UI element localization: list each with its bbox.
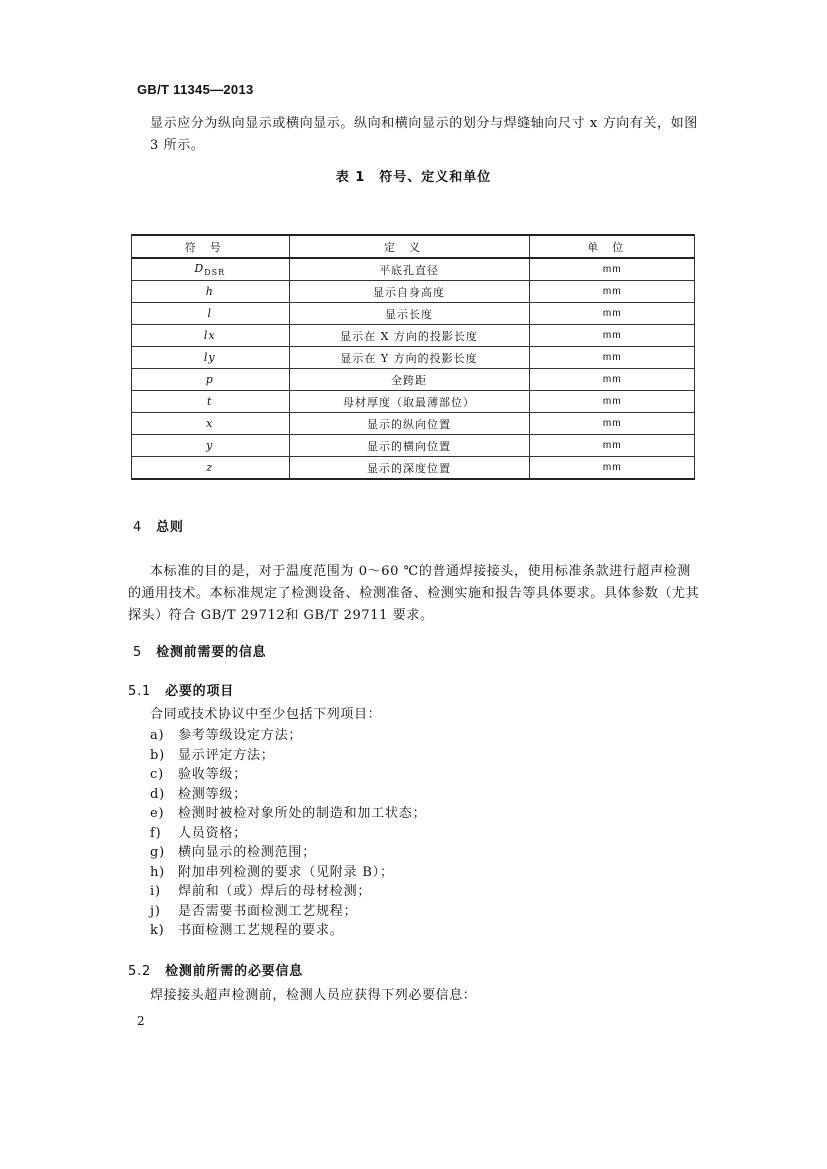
header-unit: 单位 xyxy=(529,235,695,258)
table-row xyxy=(131,347,695,369)
table-header-row xyxy=(131,235,695,258)
list-text: 检测等级； xyxy=(178,786,248,802)
list-text: 横向显示的检测范围； xyxy=(178,845,317,860)
list-marker: g) xyxy=(150,845,165,860)
table-row xyxy=(131,303,695,325)
table-row xyxy=(131,325,695,347)
list-marker: e) xyxy=(150,806,165,821)
definition-cell: 显示的深度位置 xyxy=(289,457,529,480)
list-text: 显示评定方法； xyxy=(178,747,275,763)
list-text: 验收等级； xyxy=(178,767,248,782)
unit-cell: mm xyxy=(529,457,695,480)
list-text: 是否需要书面检测工艺规程； xyxy=(178,903,358,919)
symbol-cell: l xyxy=(131,303,289,325)
definition-cell: 显示自身高度 xyxy=(289,281,529,303)
info-intro-paragraph: 焊接接头超声检测前，检测人员应获得下列必要信息： xyxy=(150,988,477,1003)
document-id: GB/T 11345—2013 xyxy=(137,82,254,97)
definition-cell: 显示长度 xyxy=(289,303,529,325)
unit-cell: mm xyxy=(529,303,695,325)
header-definition: 定义 xyxy=(289,235,529,258)
unit-cell: mm xyxy=(529,325,695,347)
definition-cell: 显示的横向位置 xyxy=(289,435,529,457)
list-marker: i) xyxy=(150,884,161,899)
list-marker: f) xyxy=(150,825,162,841)
table-row xyxy=(131,457,695,480)
list-marker: b) xyxy=(150,747,165,763)
table-caption: 表 1 符号、定义和单位 xyxy=(335,170,492,185)
list-marker: k) xyxy=(150,923,165,938)
section-5-2-heading xyxy=(128,960,303,979)
unit-cell: mm xyxy=(529,413,695,435)
list-item xyxy=(150,921,426,941)
symbol-cell: z xyxy=(131,457,289,480)
definition-cell: 显示的纵向位置 xyxy=(289,413,529,435)
symbol-cell: p xyxy=(131,369,289,391)
table-row xyxy=(131,281,695,303)
list-text: 人员资格； xyxy=(178,825,248,841)
unit-cell: mm xyxy=(529,391,695,413)
list-item xyxy=(150,804,426,824)
section-title: 检测前所需的必要信息 xyxy=(165,964,304,979)
section-5-1-heading xyxy=(128,680,234,699)
list-item xyxy=(150,746,426,766)
list-marker: c) xyxy=(150,767,164,782)
header-symbol: 符号 xyxy=(131,235,289,258)
list-text: 书面检测工艺规程的要求。 xyxy=(178,923,344,938)
list-item xyxy=(150,882,426,902)
symbol-cell: y xyxy=(131,435,289,457)
definition-cell: 显示在 X 方向的投影长度 xyxy=(289,325,529,347)
definition-cell: 显示在 Y 方向的投影长度 xyxy=(289,347,529,369)
list-item xyxy=(150,785,426,805)
symbol-cell: h xyxy=(131,281,289,303)
list-marker: a) xyxy=(150,728,165,743)
symbol-cell: $D_{DSR}$ xyxy=(131,258,289,281)
unit-cell: mm xyxy=(529,369,695,391)
unit-cell: mm xyxy=(529,347,695,369)
symbol-cell: lx xyxy=(131,325,289,347)
table-row xyxy=(131,391,695,413)
section-5-heading xyxy=(133,641,266,660)
section-number: 5.1 xyxy=(128,684,152,699)
items-intro: 合同或技术协议中至少包括下列项目： xyxy=(150,707,382,722)
list-marker: h) xyxy=(150,864,166,880)
table-row xyxy=(131,369,695,391)
section-4-heading xyxy=(133,516,184,535)
required-items-list xyxy=(150,726,426,941)
table-row xyxy=(131,413,695,435)
list-marker: j) xyxy=(150,903,161,919)
list-text: 参考等级设定方法； xyxy=(178,728,303,743)
unit-cell: mm xyxy=(529,435,695,457)
list-item xyxy=(150,843,426,863)
general-paragraph: 本标准的目的是，对于温度范围为 0～60 ℃的普通焊接接头，使用标准条款进行超声检测的通用技术。本标准规定了检测设备、检测准备、检测实施和报告等具体要求。具体参数（尤其探头）符合 GB/T 29712和 GB/T 29711 要求。 xyxy=(128,564,700,623)
definition-cell: 母材厚度（取最薄部位） xyxy=(289,391,529,413)
list-item xyxy=(150,824,426,844)
list-text: 焊前和（或）焊后的母材检测； xyxy=(178,884,372,899)
list-item xyxy=(150,863,426,883)
list-item xyxy=(150,726,426,746)
section-title: 总则 xyxy=(156,520,184,535)
symbol-cell: ly xyxy=(131,347,289,369)
definition-cell: 平底孔直径 xyxy=(289,258,529,281)
symbols-table xyxy=(131,234,695,480)
list-text: 检测时被检对象所处的制造和加工状态； xyxy=(178,806,427,821)
section-number: 5.2 xyxy=(128,964,152,979)
table-row xyxy=(131,435,695,457)
unit-cell: mm xyxy=(529,258,695,281)
list-item xyxy=(150,765,426,785)
list-text: 附加串列检测的要求（见附录 B）； xyxy=(178,864,394,880)
table-row xyxy=(131,258,695,281)
section-title: 必要的项目 xyxy=(165,684,235,699)
symbol-cell: x xyxy=(131,413,289,435)
symbol-cell: t xyxy=(131,391,289,413)
section-number: 4 xyxy=(133,520,143,535)
intro-paragraph: 显示应分为纵向显示或横向显示。纵向和横向显示的划分与焊缝轴向尺寸 x 方向有关，如图 3 所示。 xyxy=(150,116,698,153)
list-marker: d) xyxy=(150,786,165,802)
page-number: 2 xyxy=(137,1014,145,1028)
list-item xyxy=(150,902,426,922)
definition-cell: 全跨距 xyxy=(289,369,529,391)
unit-cell: mm xyxy=(529,281,695,303)
section-title: 检测前需要的信息 xyxy=(156,645,267,660)
section-number: 5 xyxy=(133,645,143,660)
